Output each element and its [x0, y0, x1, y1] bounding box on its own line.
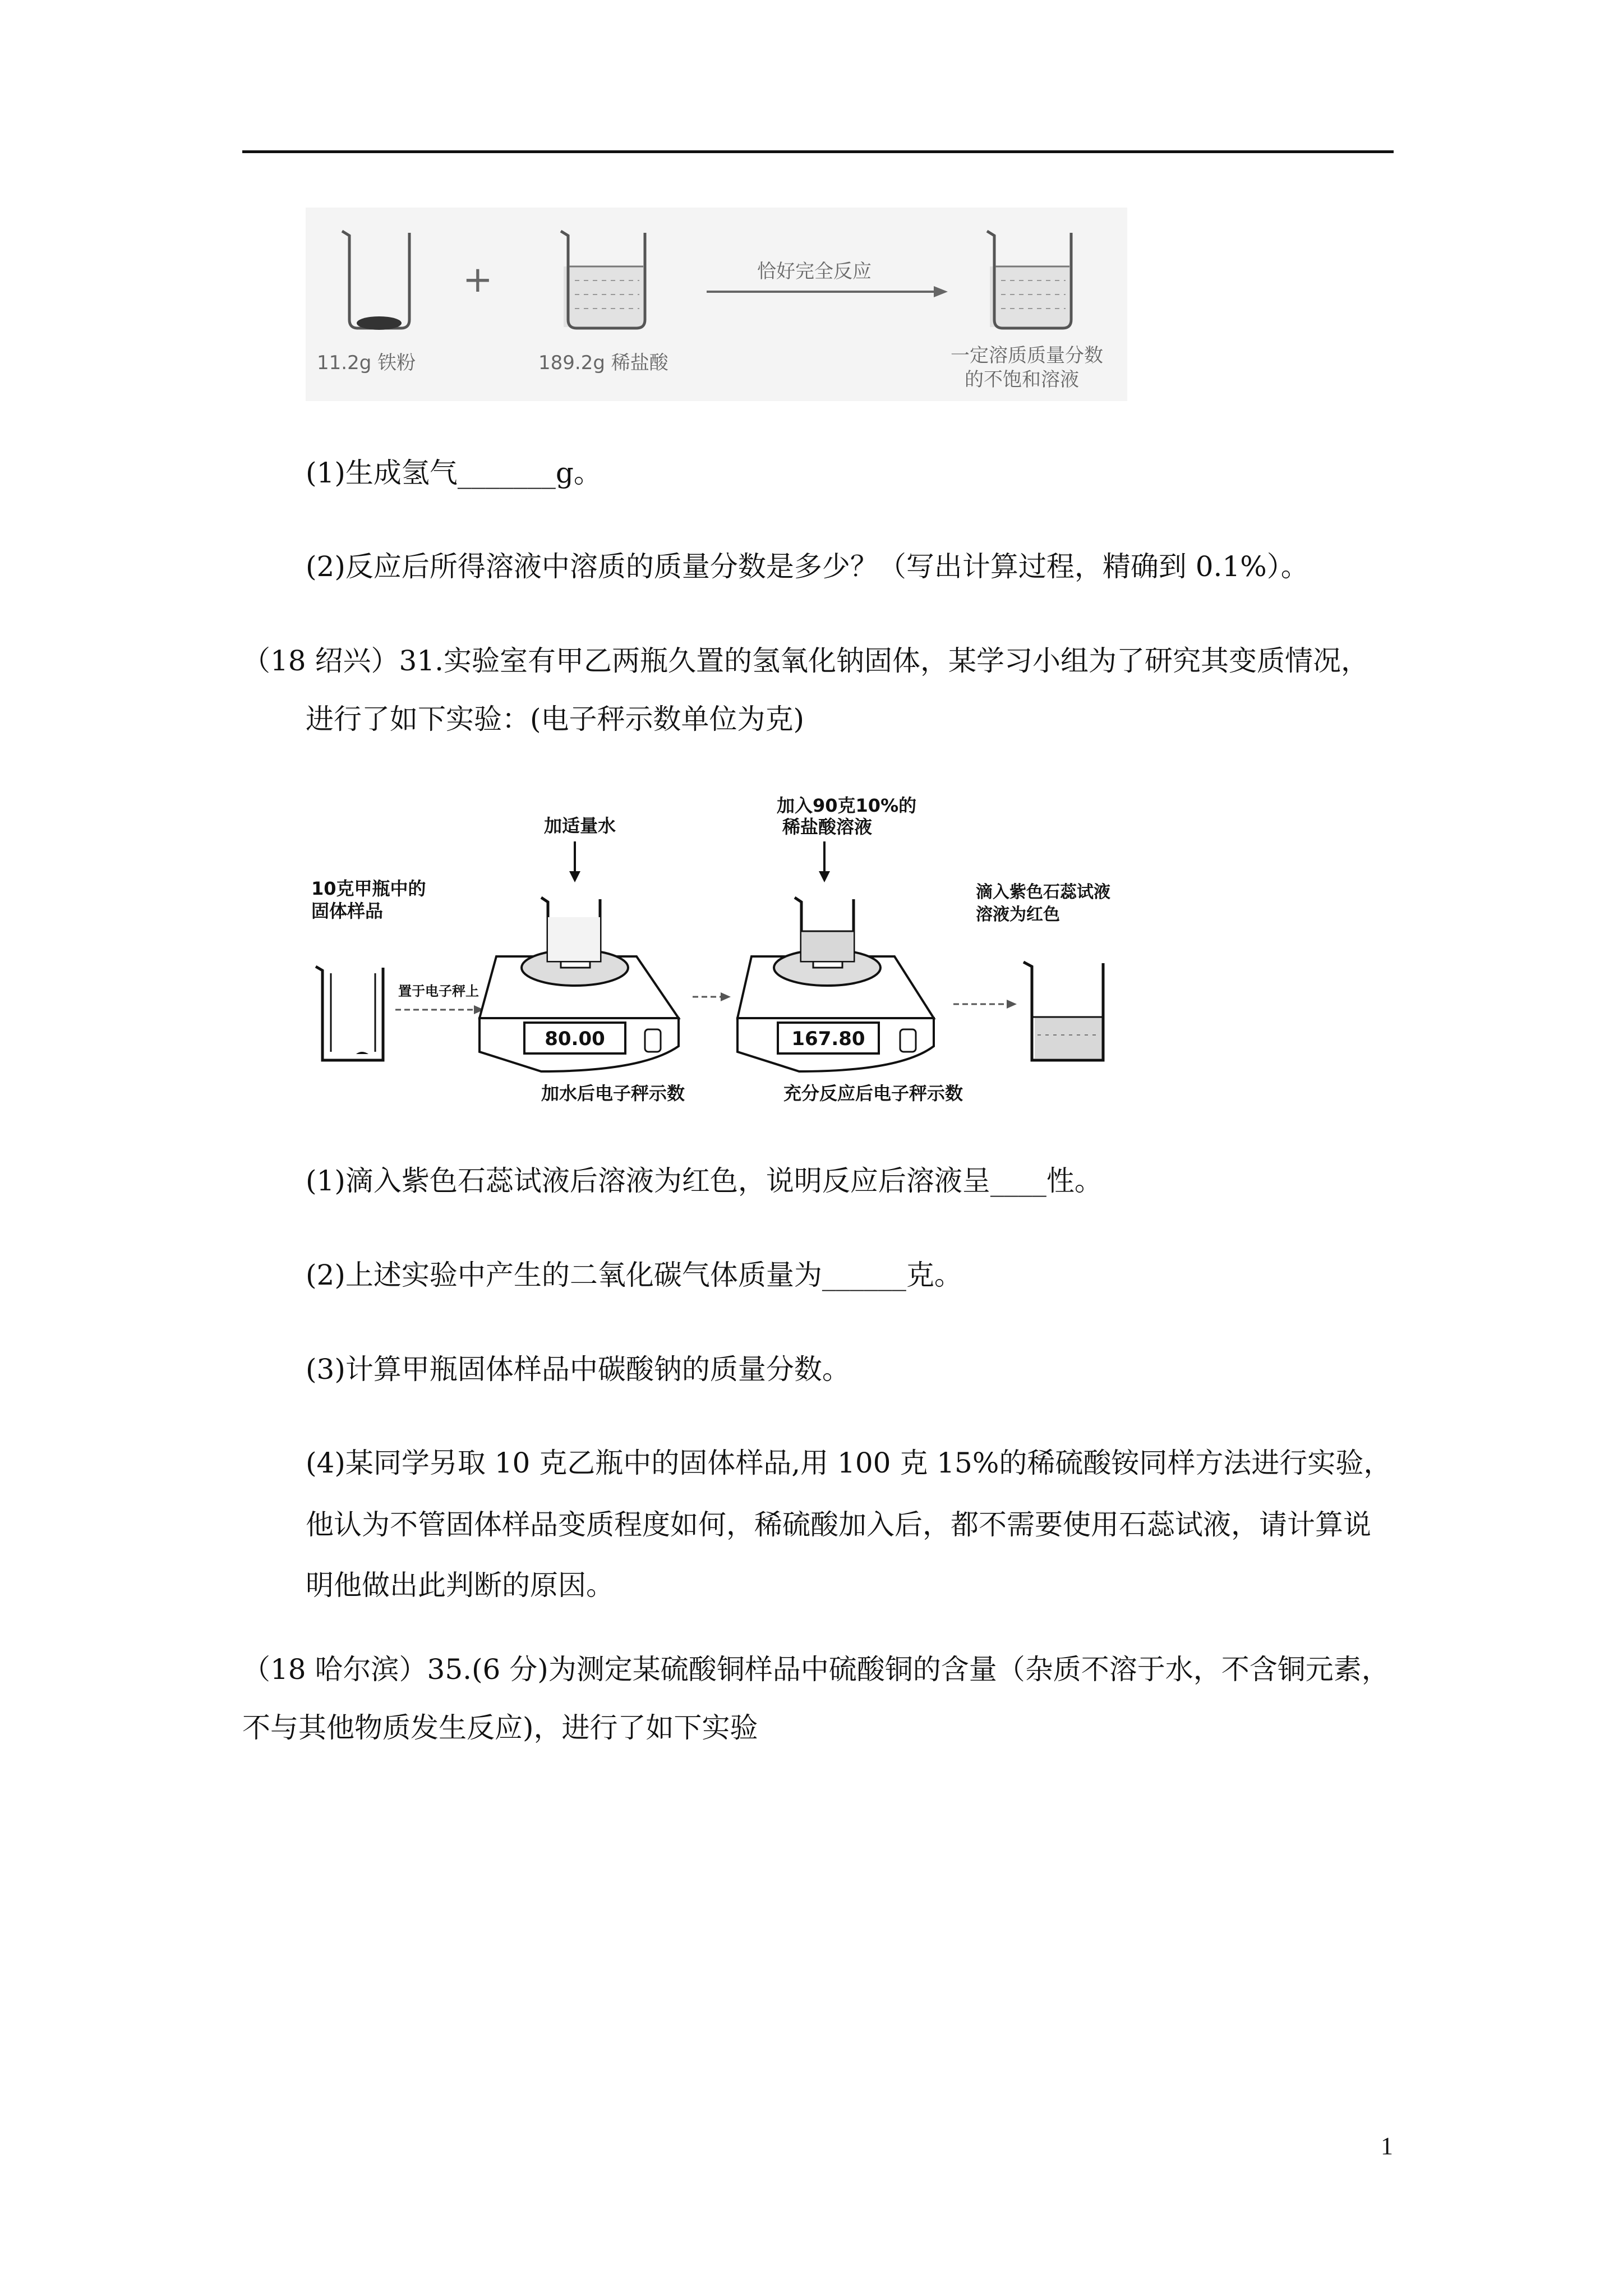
q2-intro-line1: （18 绍兴）31.实验室有甲乙两瓶久置的氢氧化钠固体，某学习小组为了研究其变质情况， — [242, 645, 1370, 677]
beaker1-label: 11.2g 铁粉 — [317, 352, 416, 374]
result-label-2: 的不饱和溶液 — [965, 369, 1079, 391]
q1-sub1: (1)生成氢气_______g。 — [306, 457, 602, 489]
scale2-reading: 167.80 — [791, 1028, 865, 1050]
scale1-reading: 80.00 — [545, 1028, 605, 1050]
reaction-figure-1 — [306, 208, 1127, 401]
arrow-label: 恰好完全反应 — [757, 260, 872, 283]
sample-label-1: 10克甲瓶中的 — [311, 878, 426, 899]
sample-label-2: 固体样品 — [311, 900, 384, 922]
litmus-label-1: 滴入紫色石蕊试液 — [976, 882, 1110, 902]
place-label: 置于电子秤上 — [398, 983, 479, 999]
q2-intro-line2: 进行了如下实验：(电子秤示数单位为克) — [306, 703, 805, 735]
sample-beaker — [316, 967, 383, 1060]
q2-sub4-line1: (4)某同学另取 10 克乙瓶中的固体样品,用 100 克 15%的稀硫酸铵同样方法进行实验， — [306, 1447, 1392, 1479]
q2-sub3: (3)计算甲瓶固体样品中碳酸钠的质量分数。 — [306, 1353, 850, 1386]
scale2-caption: 充分反应后电子秤示数 — [783, 1083, 963, 1104]
q2-sub2: (2)上述实验中产生的二氧化碳气体质量为______克。 — [306, 1259, 962, 1291]
page-number: 1 — [1381, 2132, 1393, 2160]
scale-experiment-figure — [306, 788, 1116, 1105]
scale1-caption: 加水后电子秤示数 — [541, 1083, 685, 1104]
final-beaker — [1023, 962, 1103, 1060]
plus-sign: + — [463, 259, 493, 301]
add-acid-label-1: 加入90克10%的 — [777, 795, 917, 816]
q2-sub4-line2: 他认为不管固体样品变质程度如何，稀硫酸加入后，都不需要使用石蕊试液，请计算说 — [306, 1508, 1371, 1541]
q3-line1: （18 哈尔滨）35.(6 分)为测定某硫酸铜样品中硫酸铜的含量（杂质不溶于水，不含铜元素， — [242, 1653, 1390, 1686]
header-rule — [242, 150, 1394, 153]
q1-sub2: (2)反应后所得溶液中溶质的质量分数是多少？（写出计算过程，精确到 0.1%）。 — [306, 550, 1309, 583]
litmus-label-2: 溶液为红色 — [976, 905, 1060, 924]
beaker2-label: 189.2g 稀盐酸 — [538, 352, 668, 374]
add-water-label: 加适量水 — [544, 815, 616, 836]
add-acid-label-2: 稀盐酸溶液 — [782, 816, 873, 838]
q3-line2: 不与其他物质发生反应)，进行了如下实验 — [242, 1711, 758, 1744]
result-label-1: 一定溶质质量分数 — [951, 344, 1103, 367]
q2-sub1: (1)滴入紫色石蕊试液后溶液为红色，说明反应后溶液呈____性。 — [306, 1165, 1103, 1197]
q2-sub4-line3: 明他做出此判断的原因。 — [306, 1569, 614, 1602]
